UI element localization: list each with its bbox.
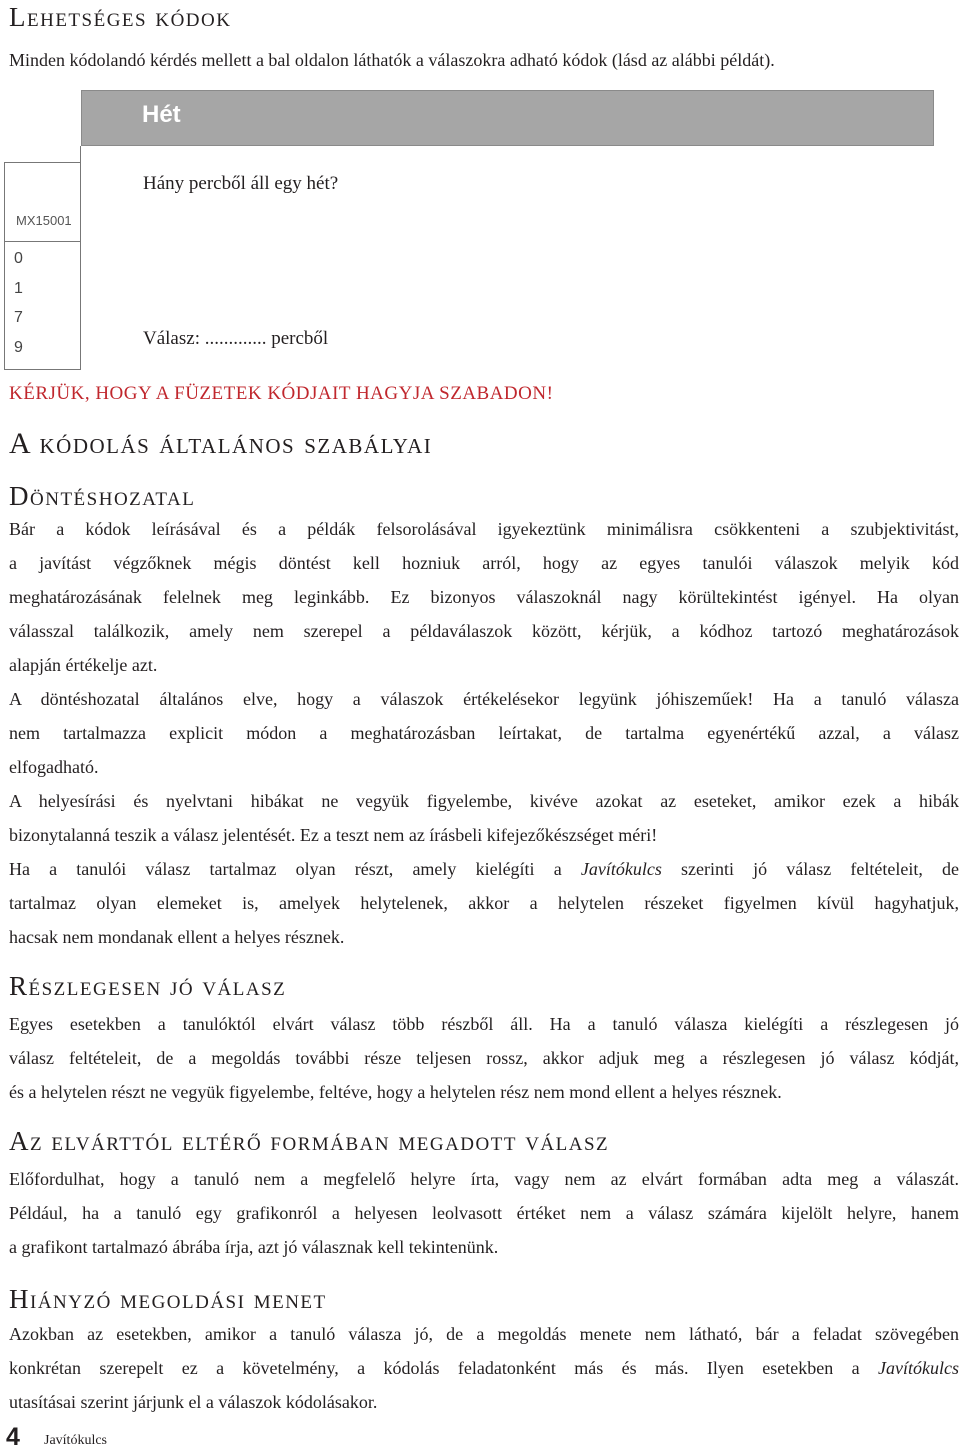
- heading-different-format: Az elvárttól eltérő formában megadott válasz: [9, 1126, 610, 1156]
- code-option: 0: [14, 250, 23, 267]
- paragraph-line: válasszal találkozik, amely nem szerepel a példaválaszok között, kérjük, a kódhoz tartozó meghatározások: [9, 621, 959, 641]
- paragraph-line: utasításai szerint járjunk el a válaszok kódolásakor.: [9, 1392, 378, 1412]
- paragraph-line: elfogadható.: [9, 757, 99, 777]
- javitokulcs-emphasis: Javítókulcs: [878, 1358, 959, 1378]
- code-option: 1: [14, 280, 23, 297]
- question-id: MX15001: [16, 213, 72, 228]
- heading-decision-making: Döntéshozatal: [9, 481, 196, 511]
- code-grid-left-line: [4, 162, 5, 370]
- heading-possible-codes: Lehetséges kódok: [9, 2, 232, 32]
- code-option: 7: [14, 309, 23, 326]
- paragraph-line: nem tartalmazza explicit módon a meghatározásban leírtakat, de tartalma egyenértékű azzal, a válasz: [9, 723, 959, 743]
- paragraph-line: válasz feltételeit, de a megoldás további része teljesen rossz, akkor adjuk meg a részlegesen jó válasz kódját,: [9, 1048, 959, 1068]
- code-grid-top-line: [4, 162, 81, 163]
- example-question: Hány percből áll egy hét?: [143, 173, 339, 194]
- paragraph-line: A helyesírási és nyelvtani hibákat ne vegyük figyelembe, kivéve azokat az eseteket, amikor ezek a hibák: [9, 791, 959, 811]
- paragraph-line: alapján értékelje azt.: [9, 655, 158, 675]
- paragraph-line: A döntéshozatal általános elve, hogy a válaszok értékelésekor legyünk jóhiszeműek! Ha a tanuló válasza: [9, 689, 959, 709]
- paragraph-line: meghatározásának felelnek meg leginkább. Ez bizonyos válaszoknál nagy körültekintést igényel. Ha olyan: [9, 587, 959, 607]
- paragraph-line: Egyes esetekben a tanulóktól elvárt válasz több részből áll. Ha a tanuló válasza kielégíti a részlegesen jó: [9, 1014, 959, 1034]
- paragraph-line: Bár a kódok leírásával és a példák felsorolásával igyekeztünk minimálisra csökkenteni a szubjektivitást,: [9, 519, 959, 539]
- paragraph-line: [9, 859, 959, 879]
- page-number: 4: [6, 1423, 20, 1451]
- code-grid-bottom-line: [4, 369, 81, 370]
- paragraph-line: Azokban az esetekben, amikor a tanuló válasza jó, de a megoldás menete nem látható, bár a feladat szövegében: [9, 1324, 959, 1344]
- paragraph-line: bizonytalanná teszik a válasz jelentését. Ez a teszt nem az írásbeli kifejezőkészséget méri!: [9, 825, 658, 845]
- text-segment: szerinti jó válasz feltételeit, de: [680, 859, 959, 879]
- heading-partial-answer: Részlegesen jó válasz: [9, 971, 287, 1001]
- code-grid-right-line: [80, 146, 81, 370]
- javitokulcs-emphasis: Javítókulcs: [580, 859, 662, 879]
- footer-label: Javítókulcs: [44, 1433, 107, 1448]
- paragraph-line: és a helytelen részt ne vegyük figyelembe, feltéve, hogy a helytelen rész nem mond ellent a helyes résznek.: [9, 1082, 782, 1102]
- text-segment: Ha a tanulói válasz tartalmaz olyan részt, amely kielégíti a: [9, 859, 562, 879]
- code-option: 9: [14, 339, 23, 356]
- intro-text: Minden kódolandó kérdés mellett a bal oldalon láthatók a válaszokra adható kódok (lásd az alábbi példát).: [9, 50, 775, 70]
- code-grid-divider: [4, 241, 81, 242]
- paragraph-line: [9, 1358, 959, 1378]
- paragraph-line: hacsak nem mondanak ellent a helyes résznek.: [9, 927, 345, 947]
- text-segment: konkrétan szerepelt ez a követelmény, a kódolás feladatonként más és más. Ilyen esetekben a: [9, 1358, 860, 1378]
- paragraph-line: Előfordulhat, hogy a tanuló nem a megfelelő helyre írta, vagy nem az elvárt formában adta meg a válaszát.: [9, 1169, 959, 1189]
- example-answer-line: Válasz: ............. percből: [143, 328, 329, 349]
- paragraph-line: a javítást végzőknek mégis döntést kell hozniuk arról, hogy az egyes tanulói válaszok melyik kód: [9, 553, 959, 573]
- paragraph-line: Például, ha a tanuló egy grafikonról a helyesen leolvasott értéket nem a válasz számára kijelölt helyre, hanem: [9, 1203, 959, 1223]
- notice-text: KÉRJÜK, HOGY A FÜZETEK KÓDJAIT HAGYJA SZABADON!: [9, 383, 554, 404]
- example-title: Hét: [142, 101, 181, 128]
- example-code-box: [4, 90, 934, 370]
- heading-missing-solution: Hiányzó megoldási menet: [9, 1284, 327, 1314]
- paragraph-line: a grafikont tartalmazó ábrába írja, azt jó válasznak kell tekintenünk.: [9, 1237, 499, 1257]
- example-title-bar: [81, 90, 934, 146]
- paragraph-line: tartalmaz olyan elemeket is, amelyek helytelenek, akkor a helytelen részeket figyelmen kívül hagyhatjuk,: [9, 893, 959, 913]
- heading-general-rules: A kódolás általános szabályai: [9, 427, 433, 460]
